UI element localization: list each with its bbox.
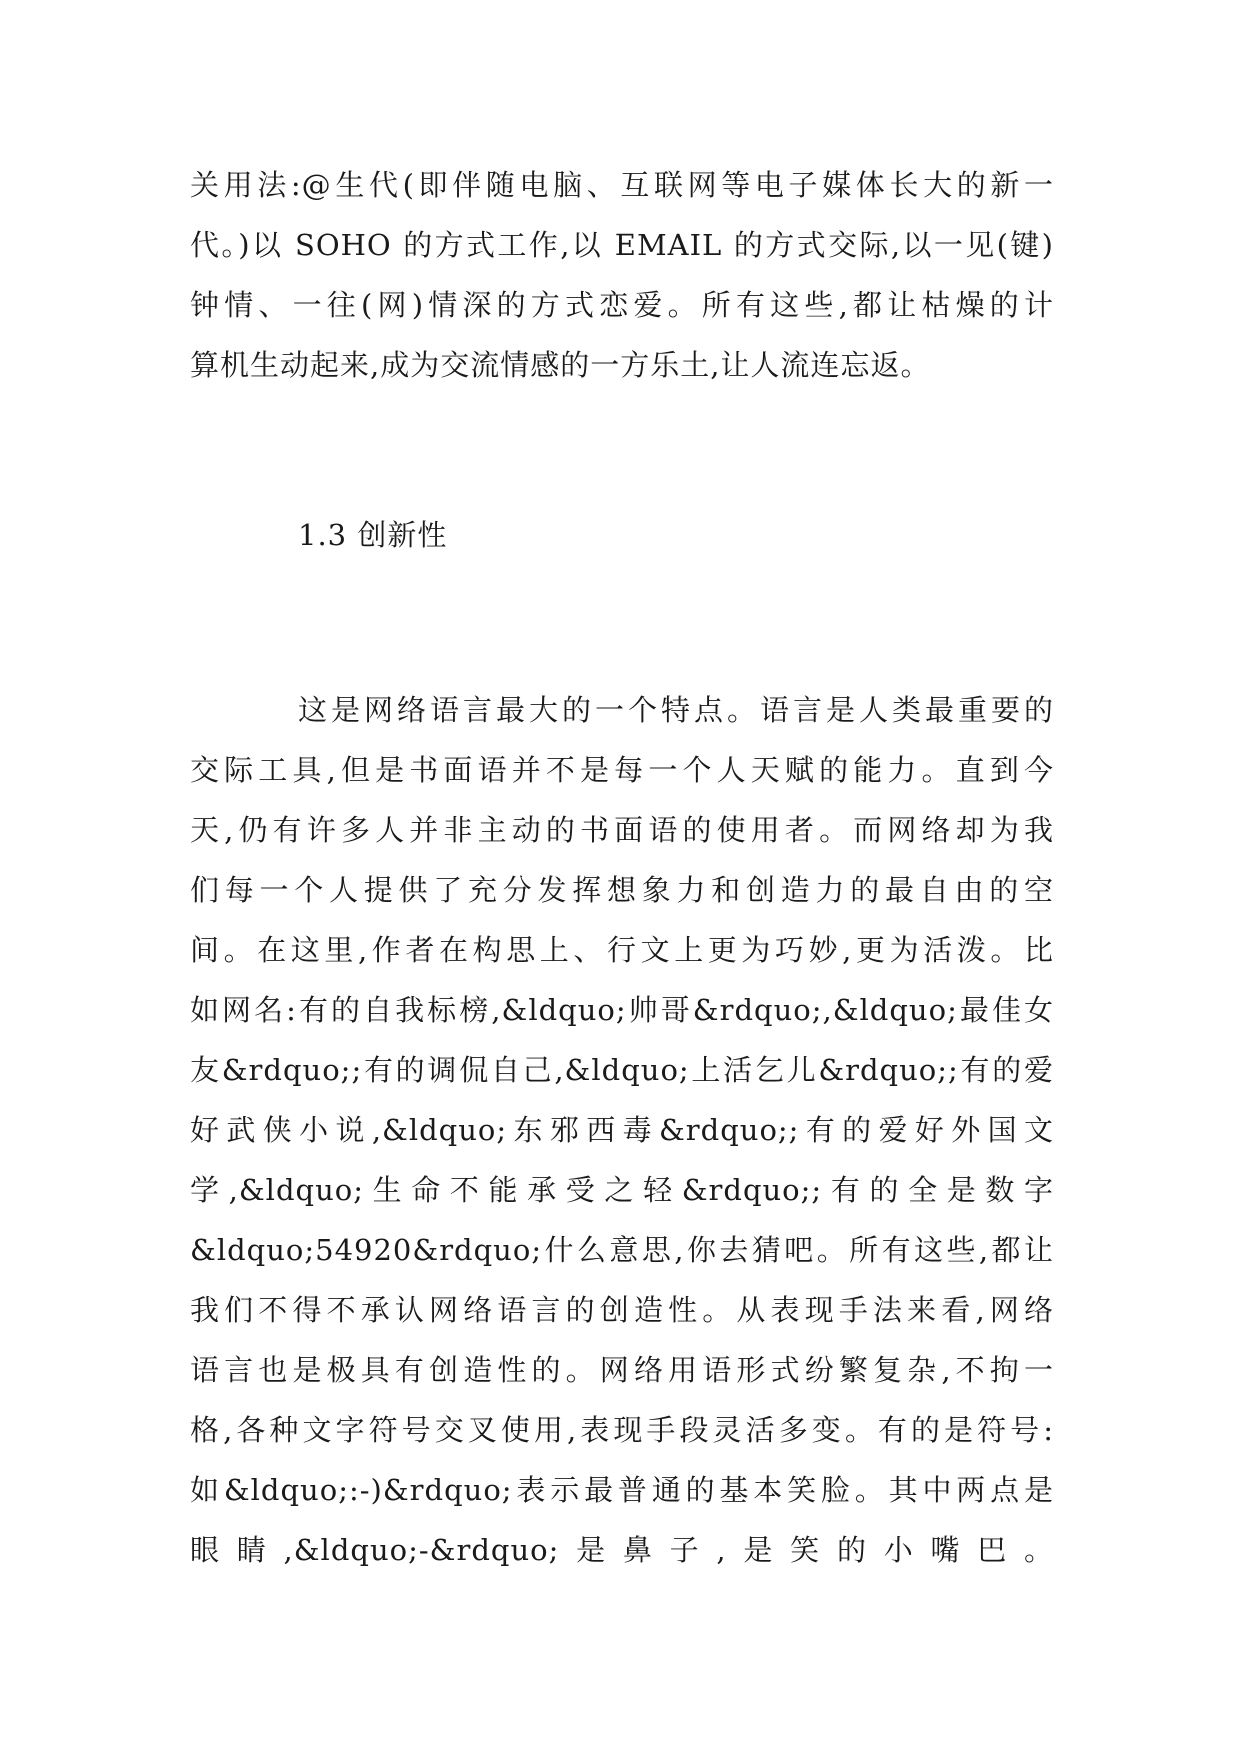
paragraph-line: 天,仍有许多人并非主动的书面语的使用者。而网络却为我 xyxy=(190,813,1054,847)
paragraph-line: 代。)以 SOHO 的方式工作,以 EMAIL 的方式交际,以一见(键) xyxy=(190,228,1054,262)
paragraph-line: 友&rdquo;;有的调侃自己,&ldquo;上活乞儿&rdquo;;有的爱 xyxy=(190,1053,1054,1087)
paragraph-line: 学,&ldquo;生命不能承受之轻&rdquo;;有的全是数字 xyxy=(190,1173,1054,1207)
paragraph-line: 语言也是极具有创造性的。网络用语形式纷繁复杂,不拘一 xyxy=(190,1353,1054,1387)
paragraph-line: 眼睛,&ldquo;-&rdquo;是鼻子,是笑的小嘴巴。 xyxy=(190,1533,1054,1567)
paragraph-line: &ldquo;54920&rdquo;什么意思,你去猜吧。所有这些,都让 xyxy=(190,1233,1054,1267)
paragraph-line: 这是网络语言最大的一个特点。语言是人类最重要的 xyxy=(298,693,1054,727)
paragraph-line: 关用法:@生代(即伴随电脑、互联网等电子媒体长大的新一 xyxy=(190,168,1054,202)
paragraph-line: 交际工具,但是书面语并不是每一个人天赋的能力。直到今 xyxy=(190,753,1054,787)
paragraph-line: 如网名:有的自我标榜,&ldquo;帅哥&rdquo;,&ldquo;最佳女 xyxy=(190,993,1054,1027)
paragraph-line: 们每一个人提供了充分发挥想象力和创造力的最自由的空 xyxy=(190,873,1054,907)
paragraph-2 xyxy=(190,680,1054,1580)
paragraph-line: 算机生动起来,成为交流情感的一方乐土,让人流连忘返。 xyxy=(190,348,931,382)
paragraph-line: 好武侠小说,&ldquo;东邪西毒&rdquo;;有的爱好外国文 xyxy=(190,1113,1054,1147)
paragraph-line: 我们不得不承认网络语言的创造性。从表现手法来看,网络 xyxy=(190,1293,1054,1327)
section-heading: 1.3 创新性 xyxy=(298,518,448,552)
paragraph-line: 钟情、一往(网)情深的方式恋爱。所有这些,都让枯燥的计 xyxy=(190,288,1054,322)
paragraph-line: 间。在这里,作者在构思上、行文上更为巧妙,更为活泼。比 xyxy=(190,933,1054,967)
paragraph-line: 格,各种文字符号交叉使用,表现手段灵活多变。有的是符号: xyxy=(190,1413,1054,1447)
paragraph-line: 如&ldquo;:-)&rdquo;表示最普通的基本笑脸。其中两点是 xyxy=(190,1473,1054,1507)
paragraph-1 xyxy=(190,155,1054,395)
